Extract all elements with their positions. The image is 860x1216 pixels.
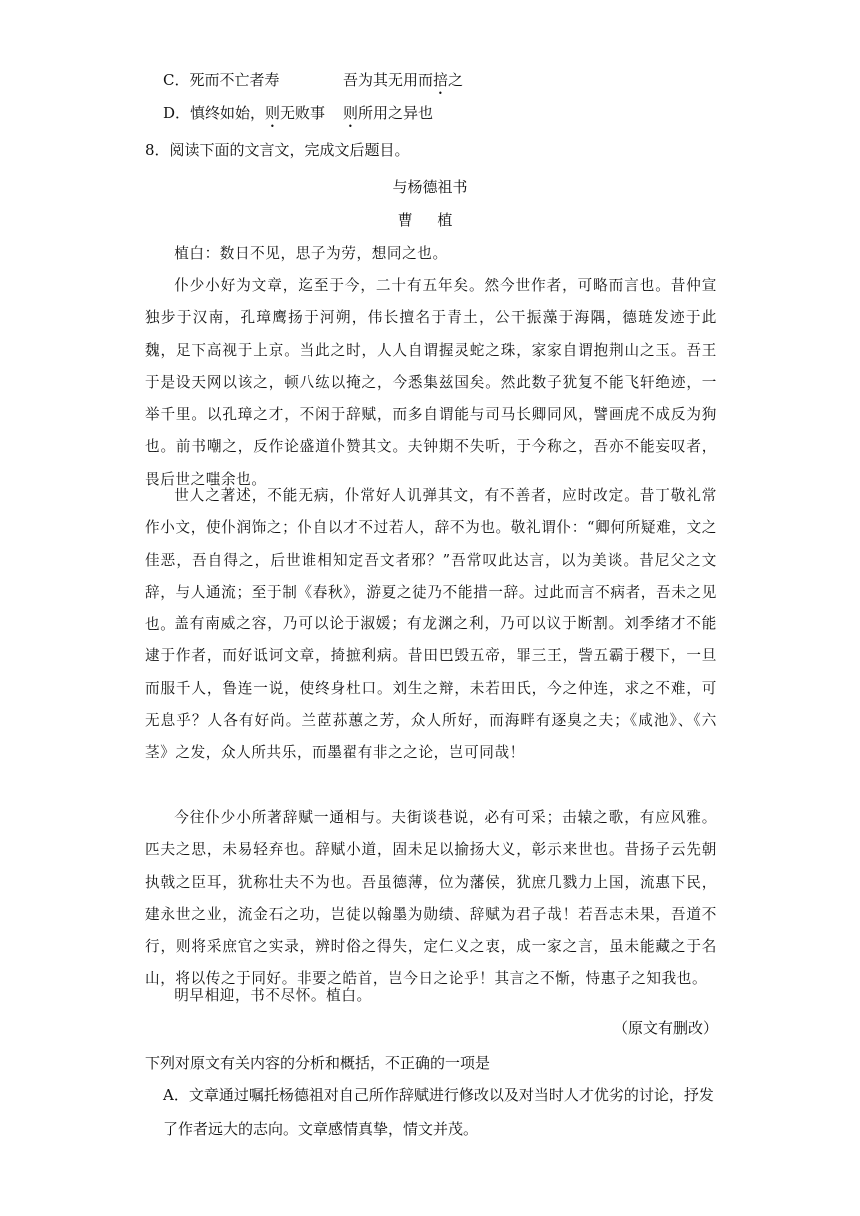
option-d-label-dot: 则 <box>265 104 281 122</box>
option-d-pair-dot: 则 <box>343 104 359 122</box>
option-d-label-post: 无败事 <box>280 104 326 122</box>
paragraph-2: 仆少小好为文章，迄至于今，二十有五年矣。然今世作者，可略而言也。昔仲宣独步于汉南，孔璋鹰扬于河朔，伟长擅名于青土，公干振藻于海隅，德琏发迹于此魏，足下高视于上京。当此之时，人人自谓握灵蛇之珠，家家自谓抱荆山之玉。吾王于是设天网以该之，顿八纮以掩之，今悉集兹国矣。然此数子犹复不能飞轩绝迹，一举千里。以孔璋之才，不闲于辞赋，而多自谓能与司马长卿同风，譬画虎不成反为狗也。前书嘲之，反作论盛道仆赞其文。夫钟期不失听，于今称之，吾亦不能妄叹者，畏后世之嗤余也。 <box>145 277 717 488</box>
source-note: （原文有删改） <box>612 1019 718 1037</box>
paragraph-5: 今往仆少小所著辞赋一通相与。夫街谈巷说，必有可采；击辕之歌，有应风雅。匹夫之思，未易轻弃也。辞赋小道，固未足以揄扬大义，彰示来世也。昔扬子云先朝执戟之臣耳，犹称壮夫不为也。吾虽德薄，位为藩侯，犹庶几戮力上国，流惠下民，建永世之业，流金石之功，岂徒以翰墨为勋绩、辞赋为君子哉！若吾志未果，吾道不行，则将采庶官之实录，辨时俗之得失，定仁义之衷，成一家之言，虽未能藏之于名山，将以传之于同好。非要之皓首，岂今日之论乎！其言之不惭，恃惠子之知我也。 <box>145 809 717 988</box>
option-c-pair <box>343 70 463 98</box>
option-d <box>163 103 325 131</box>
option-c-pair-post: 之 <box>448 71 464 89</box>
passage-title: 与杨德祖书 <box>392 178 468 196</box>
option-d-pair <box>343 103 433 131</box>
option-c-pair-dot: 掊 <box>433 71 449 89</box>
question-8-prompt: 8．阅读下面的文言文，完成文后题目。 <box>145 141 410 159</box>
option-c-pair-pre: 吾为其无用而 <box>343 71 434 89</box>
paragraph-6: 明早相迎，书不尽怀。植白。 <box>174 987 372 1004</box>
option-c <box>163 70 279 90</box>
option-c-label: C．死而不亡者寿 <box>163 71 280 89</box>
question-stem: 下列对原文有关内容的分析和概括，不正确的一项是 <box>145 1054 491 1072</box>
answer-option-a: A．文章通过嘱托杨德祖对自己所作辞赋进行修改以及对当时人才优劣的讨论，抒发了作者远大的志向。文章感情真挚，情文并茂。 <box>163 1086 714 1138</box>
option-d-pair-post: 所用之异也 <box>358 104 434 122</box>
passage-author: 曹 植 <box>397 211 463 229</box>
option-d-label-pre: D．慎终如始， <box>163 104 266 122</box>
paragraph-4: 盖有南威之容，乃可以论于淑媛；有龙渊之利，乃可以议于断割。刘季绪才不能逮于作者，而好诋诃文章，掎摭利病。昔田巴毁五帝，罪三王，訾五霸于稷下，一旦而服千人，鲁连一说，使终身杜口。刘生之辩，未若田氏，今之仲连，求之不难，可无息乎？人各有好尚。兰茝荪蕙之芳，众人所好，而海畔有逐臭之夫；《咸池》、《六茎》之发，众人所共乐，而墨翟有非之之论，岂可同哉！ <box>145 615 717 762</box>
paragraph-1: 植白：数日不见，思子为劳，想同之也。 <box>174 245 448 262</box>
paragraph-3: 世人之著述，不能无病，仆常好人讥弹其文，有不善者，应时改定。昔丁敬礼常作小文，使仆润饰之；仆自以才不过若人，辞不为也。敬礼谓仆：“卿何所疑难，文之佳恶，吾自得之，后世谁相知定吾文者邪？”吾常叹此达言，以为美谈。昔尼父之文辞，与人通流；至于制《春秋》，游夏之徒乃不能措一辞。过此而言不病者，吾未之见也。 <box>145 487 717 634</box>
